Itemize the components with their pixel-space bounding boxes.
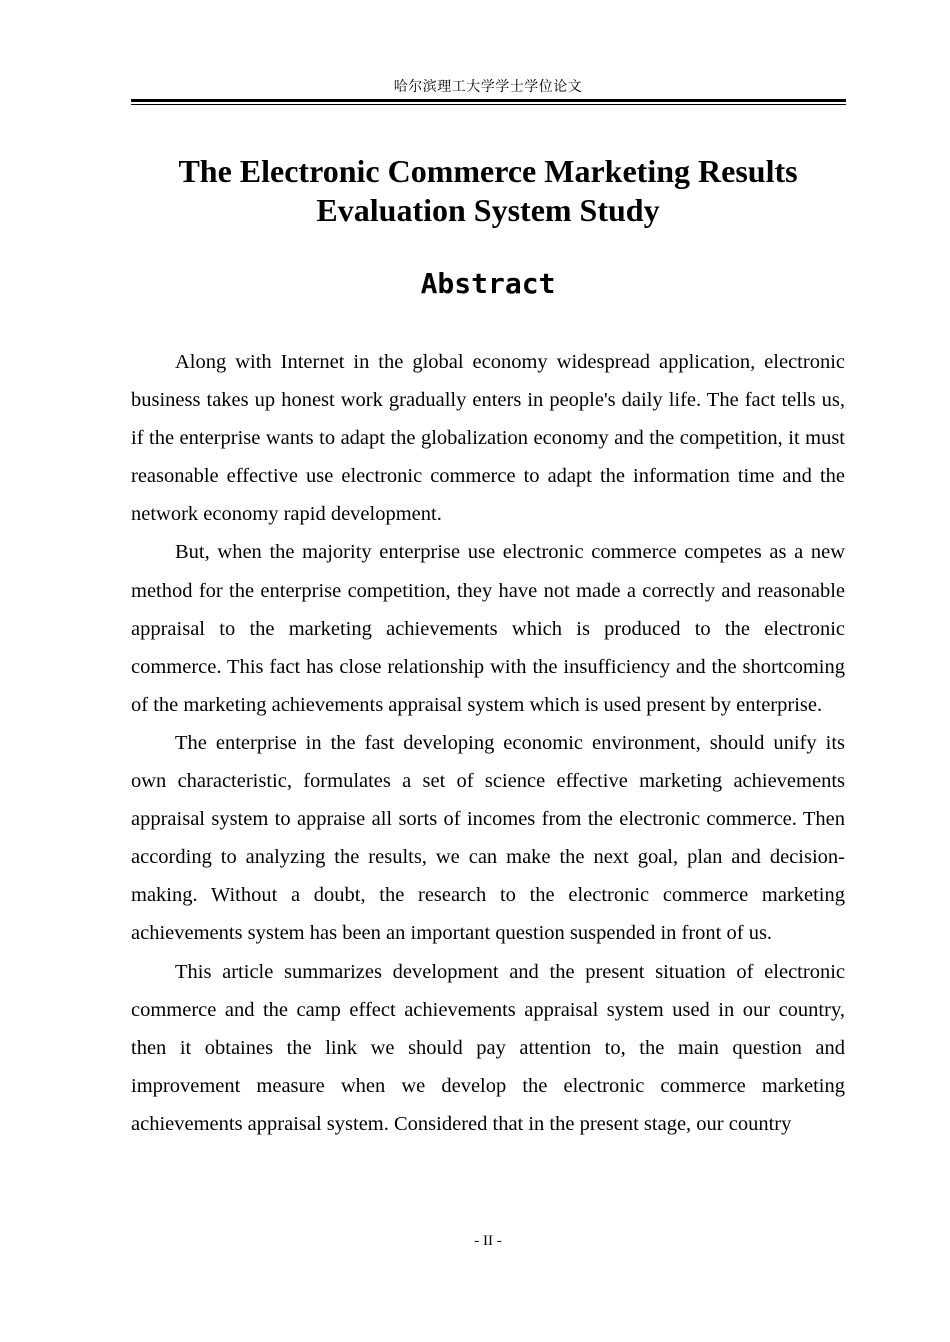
abstract-paragraph-4: This article summarizes development and the present situation of electronic commerce and the camp effect achievements appraisal system used in our country, then it obtaines the link we should pay attention to, the main question and improvement measure when we develop the electronic commerce marketing achievements appraisal system. Considered that in the present stage, our country bbox=[131, 960, 845, 1135]
abstract-heading: Abstract bbox=[420, 267, 556, 300]
header-rule-thin bbox=[131, 104, 846, 105]
running-header: 哈尔滨理工大学学士学位论文 bbox=[393, 79, 583, 95]
header-rule-thick bbox=[131, 99, 846, 102]
paper-title-line-1: The Electronic Commerce Marketing Results bbox=[178, 153, 798, 189]
paper-title bbox=[131, 152, 845, 230]
abstract-paragraph-1: Along with Internet in the global economy widespread application, electronic business takes up honest work gradually enters in people's daily life. The fact tells us, if the enterprise wants to adapt the globalization economy and the competition, it must reasonable effective use electronic commerce to adapt the information time and the network economy rapid development. bbox=[131, 351, 845, 526]
page-number: - II - bbox=[474, 1233, 502, 1249]
abstract-paragraph-2: But, when the majority enterprise use electronic commerce competes as a new method for the enterprise competition, they have not made a correctly and reasonable appraisal to the marketing achievements which is produced to the electronic commerce. This fact has close relationship with the insufficiency and the shortcoming of the marketing achievements appraisal system which is used present by enterprise. bbox=[131, 541, 845, 716]
abstract-paragraph-3: The enterprise in the fast developing economic environment, should unify its own characteristic, formulates a set of science effective marketing achievements appraisal system to appraise all sorts of incomes from the electronic commerce. Then according to analyzing the results, we can make the next goal, plan and decision-making. Without a doubt, the research to the electronic commerce marketing achievements system has been an important question suspended in front of us. bbox=[131, 731, 845, 945]
abstract-body bbox=[131, 343, 845, 1143]
paper-title-line-2: Evaluation System Study bbox=[316, 192, 660, 228]
